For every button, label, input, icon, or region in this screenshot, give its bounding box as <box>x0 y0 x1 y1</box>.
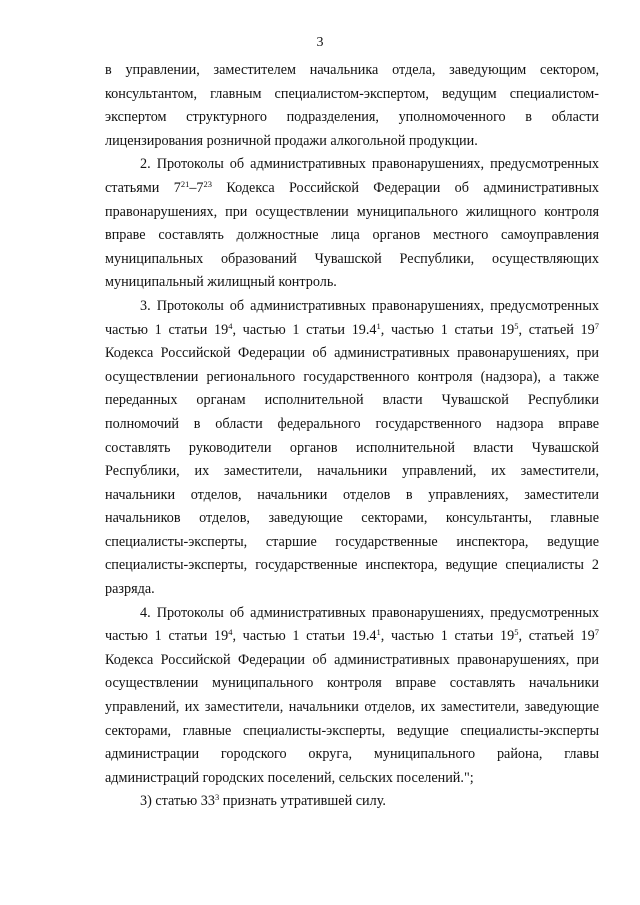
paragraph-text: , частью 1 статьи 19 <box>380 628 515 645</box>
paragraph-text: 2. Протоколы об административных правонарушениях, предусмотренных статьями 7 <box>105 156 599 196</box>
paragraph-item-2 <box>105 153 599 295</box>
paragraph-text: 3) статью 33 <box>140 793 215 810</box>
superscript-index: 23 <box>203 178 213 189</box>
paragraph-text: , статьей 19 <box>518 321 595 338</box>
paragraph-text: признать утратившей силу. <box>219 793 386 810</box>
paragraph-text: 3. Протоколы об административных правонарушениях, предусмотренных частью 1 статьи 19 <box>105 297 599 338</box>
paragraph-text: Кодекса Российской Федерации об административных правонарушениях, при осуществлении регионального государственного контроля (надзора), а также переданных органам исполнительной власти Чувашской Республики полномочий в области федерального государственного надзора вправе составлять руководители органов исполнительной власти Чувашской Республики, их заместители, начальники управлений, их заместители, начальники отделов, начальники отделов в управлениях, заместители начальников отделов, заведующие секторами, консультанты, главные специалисты-эксперты, старшие государственные инспектора, ведущие специалисты-эксперты, государственные инспектора, ведущие специалисты 2 разряда. <box>105 345 599 598</box>
superscript-index: 21 <box>180 178 190 189</box>
paragraph-text: , статьей 19 <box>518 628 595 645</box>
paragraph-text: –7 <box>189 179 204 196</box>
superscript-index: 1 <box>376 627 381 638</box>
paragraph-text: Кодекса Российской Федерации об административных правонарушениях, при осуществлении муниципального контроля вправе составлять начальники управлений, их заместители, начальники отделов, их заместители, заведующие секторами, главные специалисты-эксперты, ведущие специалисты-эксперты администрации городского округа, муниципального района, главы администраций городских поселений, сельских поселений."; <box>105 651 599 786</box>
paragraph-item-3 <box>105 295 599 602</box>
paragraph-text: , частью 1 статьи 19.4 <box>232 321 377 338</box>
paragraph-subitem-3 <box>105 790 599 814</box>
superscript-index: 4 <box>228 627 233 638</box>
superscript-index: 1 <box>376 320 381 331</box>
paragraph-text: в управлении, заместителем начальника отдела, заведующим сектором, консультантом, главным специалистом-экспертом, ведущим специалистом-экспертом структурного подразделения, уполномоченного в области лицензирования розничной продажи алкогольной продукции. <box>105 62 599 149</box>
superscript-index: 4 <box>228 320 233 331</box>
page-number: 3 <box>316 35 324 50</box>
paragraph-text: , частью 1 статьи 19.4 <box>232 628 377 645</box>
superscript-index: 7 <box>594 320 599 331</box>
document-body <box>105 0 599 814</box>
superscript-index: 5 <box>514 627 519 638</box>
superscript-index: 5 <box>514 320 519 331</box>
superscript-index: 3 <box>214 792 220 803</box>
superscript-index: 7 <box>594 627 599 638</box>
paragraph-text: Кодекса Российской Федерации об административных правонарушениях, при осуществлении муниципального жилищного контроля вправе составлять должностные лица органов местного самоуправления муниципальных образований Чувашской Республики, осуществляющих муниципальный жилищный контроль. <box>105 179 599 291</box>
paragraph-text: 4. Протоколы об административных правонарушениях, предусмотренных частью 1 статьи 19 <box>105 604 599 645</box>
paragraph-item-4 <box>105 602 599 791</box>
paragraph-continuation <box>105 59 599 153</box>
paragraph-text: , частью 1 статьи 19 <box>380 321 515 338</box>
